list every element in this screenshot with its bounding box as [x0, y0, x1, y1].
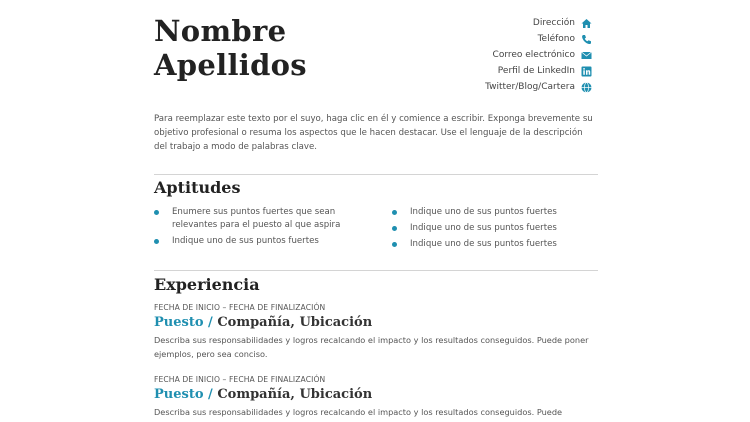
- experience-heading[interactable]: Experiencia: [154, 275, 260, 294]
- skill-text: Indique uno de sus puntos fuertes: [172, 236, 319, 246]
- bullet-icon: [392, 210, 397, 215]
- skill-text: Indique uno de sus puntos fuertes: [410, 223, 557, 233]
- list-item[interactable]: [154, 206, 354, 232]
- job-dates[interactable]: FECHA DE INICIO – FECHA DE FINALIZACIÓN: [154, 375, 326, 384]
- globe-icon: [581, 82, 592, 93]
- list-item[interactable]: [154, 235, 354, 248]
- job-title[interactable]: [154, 315, 598, 330]
- contact-email[interactable]: [440, 47, 592, 63]
- home-icon: [581, 18, 592, 29]
- email-icon: [581, 50, 592, 61]
- job-role: Puesto /: [154, 315, 213, 330]
- phone-icon: [581, 34, 592, 45]
- contact-linkedin-label: Perfil de LinkedIn: [497, 66, 575, 76]
- skills-heading[interactable]: Aptitudes: [154, 178, 241, 197]
- contact-phone[interactable]: [440, 31, 592, 47]
- divider: [154, 270, 598, 271]
- bullet-icon: [154, 210, 159, 215]
- job-role: Puesto /: [154, 387, 213, 402]
- bullet-icon: [392, 242, 397, 247]
- bullet-icon: [392, 226, 397, 231]
- job-title[interactable]: [154, 387, 598, 402]
- skill-text: Indique uno de sus puntos fuertes: [410, 239, 557, 249]
- objective-text[interactable]: Para reemplazar este texto por el suyo, haga clic en él y comience a escribir. Exponga brevemente su objetivo profesional o resuma los aspectos que le hacen destacar. Use el lenguaje de la descripción del trabajo a modo de palabras clave.: [154, 114, 593, 152]
- divider: [154, 174, 598, 175]
- bullet-icon: [154, 239, 159, 244]
- contact-address-label: Dirección: [532, 18, 575, 28]
- contact-info: [440, 15, 592, 95]
- skill-text: Indique uno de sus puntos fuertes: [410, 207, 557, 217]
- skills-column-right: [392, 206, 598, 254]
- contact-website[interactable]: [440, 79, 592, 95]
- job-company: Compañía, Ubicación: [217, 315, 373, 330]
- job-description[interactable]: Describa sus responsabilidades y logros recalcando el impacto y los resultados conseguidos. Puede: [154, 407, 563, 417]
- list-item[interactable]: [392, 222, 598, 235]
- skills-column-left: [154, 206, 354, 251]
- name-first[interactable]: Nombre: [154, 14, 287, 48]
- contact-phone-label: Teléfono: [537, 34, 575, 44]
- experience-entry: [154, 303, 598, 361]
- contact-linkedin[interactable]: [440, 63, 592, 79]
- name-last[interactable]: Apellidos: [154, 48, 307, 82]
- job-dates[interactable]: FECHA DE INICIO – FECHA DE FINALIZACIÓN: [154, 303, 326, 312]
- skill-text: Enumere sus puntos fuertes que sean relevantes para el puesto al que aspira: [172, 207, 341, 230]
- list-item[interactable]: [392, 238, 598, 251]
- contact-email-label: Correo electrónico: [492, 50, 575, 60]
- experience-entry: [154, 375, 598, 419]
- contact-address[interactable]: [440, 15, 592, 31]
- linkedin-icon: [581, 66, 592, 77]
- job-description[interactable]: Describa sus responsabilidades y logros recalcando el impacto y los resultados conseguidos. Puede poner ejemplos, pero sea conciso.: [154, 335, 589, 359]
- contact-website-label: Twitter/Blog/Cartera: [485, 82, 575, 92]
- list-item[interactable]: [392, 206, 598, 219]
- job-company: Compañía, Ubicación: [217, 387, 373, 402]
